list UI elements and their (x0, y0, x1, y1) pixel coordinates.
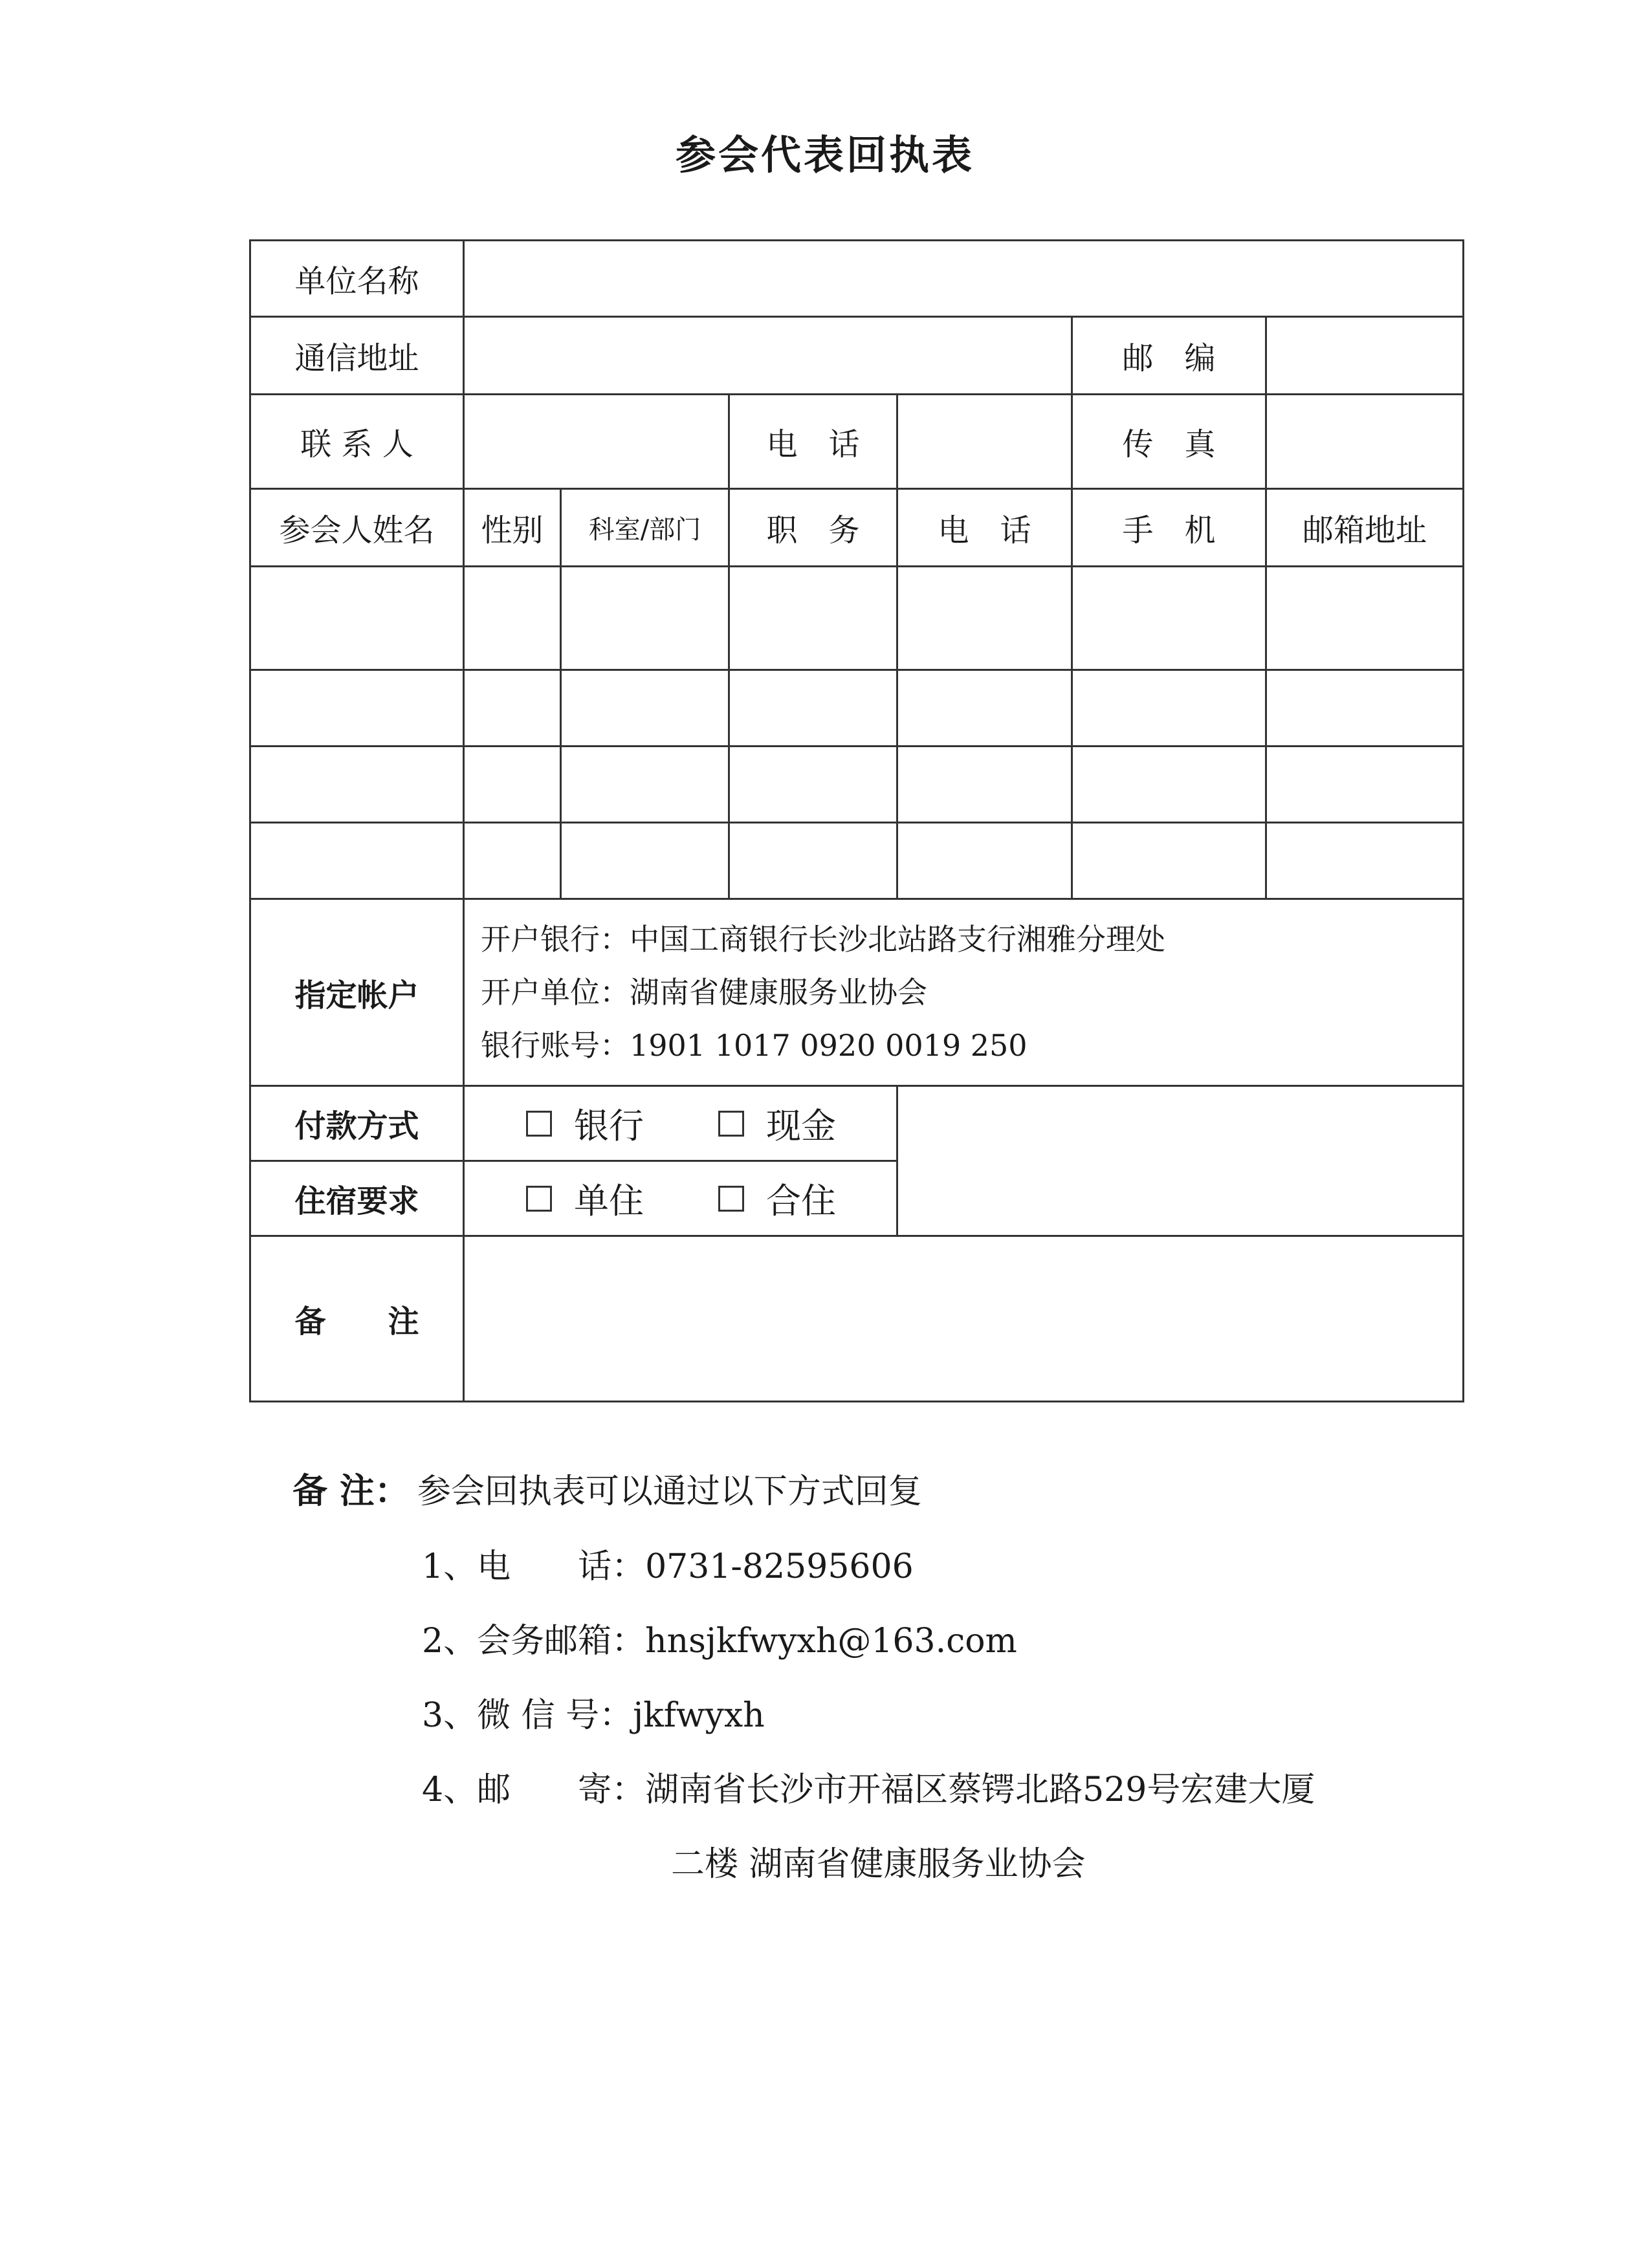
attendee-cell[interactable] (1072, 567, 1266, 670)
attendee-row (250, 747, 1464, 823)
registration-form-table (249, 239, 1464, 1402)
lodging-option-single[interactable]: 单住 (526, 1173, 644, 1223)
fax-label: 传 真 (1072, 395, 1266, 489)
remarks-label: 备 注 (250, 1236, 464, 1402)
attendee-cell[interactable] (729, 567, 897, 670)
attendee-cell[interactable] (464, 747, 561, 823)
attendee-cell[interactable] (464, 670, 561, 747)
contact-label: 联 系 人 (250, 395, 464, 489)
payment-option-bank[interactable]: 银行 (526, 1098, 644, 1148)
notes-intro: 参会回执表可以通过以下方式回复 (417, 1472, 922, 1511)
account-holder: 开户单位：湖南省健康服务业协会 (481, 975, 927, 1010)
lodging-option-shared[interactable]: 合住 (718, 1173, 836, 1223)
attendee-cell[interactable] (464, 567, 561, 670)
attendee-cell[interactable] (1072, 670, 1266, 747)
payment-options (464, 1086, 897, 1161)
notes-mail-address-continued: 二楼 湖南省健康服务业协会 (671, 1845, 1086, 1884)
attendee-cell[interactable] (250, 567, 464, 670)
column-header-email: 邮箱地址 (1266, 489, 1464, 567)
column-header-position: 职 务 (729, 489, 897, 567)
attendee-cell[interactable] (250, 823, 464, 899)
checkbox-icon[interactable] (718, 1111, 744, 1137)
attendee-cell[interactable] (729, 747, 897, 823)
attendee-cell[interactable] (250, 747, 464, 823)
attendee-cell[interactable] (897, 567, 1072, 670)
notes-label: 备 注： (292, 1470, 410, 1511)
attendee-cell[interactable] (729, 823, 897, 899)
checkbox-icon[interactable] (526, 1186, 552, 1212)
attendee-cell[interactable] (1072, 823, 1266, 899)
notes-wechat: 3、微 信 号：jkfwyxh (422, 1696, 765, 1735)
remarks-field[interactable] (464, 1236, 1464, 1402)
attendee-row (250, 567, 1464, 670)
account-number: 银行账号：1901 1017 0920 0019 250 (481, 1028, 1028, 1063)
attendee-cell[interactable] (1266, 823, 1464, 899)
payment-option-cash[interactable]: 现金 (718, 1098, 836, 1148)
phone-field[interactable] (897, 395, 1072, 489)
attendee-cell[interactable] (1266, 670, 1464, 747)
column-header-mobile: 手 机 (1072, 489, 1266, 567)
address-field[interactable] (464, 317, 1072, 395)
address-label: 通信地址 (250, 317, 464, 395)
org-name-field[interactable] (464, 241, 1464, 317)
column-header-department: 科室/部门 (561, 489, 729, 567)
account-label: 指定帐户 (250, 899, 464, 1086)
attendee-cell[interactable] (561, 670, 729, 747)
attendee-cell[interactable] (1266, 567, 1464, 670)
attendee-cell[interactable] (1072, 747, 1266, 823)
attendee-cell[interactable] (561, 823, 729, 899)
org-name-label: 单位名称 (250, 241, 464, 317)
account-bank: 开户银行：中国工商银行长沙北站路支行湘雅分理处 (481, 922, 1165, 957)
attendee-cell[interactable] (897, 747, 1072, 823)
checkbox-icon[interactable] (526, 1111, 552, 1137)
attendee-cell[interactable] (897, 823, 1072, 899)
lodging-options (464, 1161, 897, 1236)
attendee-cell[interactable] (250, 670, 464, 747)
attendee-cell[interactable] (464, 823, 561, 899)
options-blank-area[interactable] (897, 1086, 1464, 1236)
postcode-field[interactable] (1266, 317, 1464, 395)
attendee-row (250, 823, 1464, 899)
checkbox-icon[interactable] (718, 1186, 744, 1212)
contact-field[interactable] (464, 395, 729, 489)
notes-email: 2、会务邮箱：hnsjkfwyxh@163.com (422, 1622, 1017, 1661)
column-header-gender: 性别 (464, 489, 561, 567)
account-info (464, 899, 1464, 1086)
attendee-cell[interactable] (561, 567, 729, 670)
notes-mail-address: 4、邮 寄：湖南省长沙市开福区蔡锷北路529号宏建大厦 (422, 1771, 1315, 1809)
postcode-label: 邮 编 (1072, 317, 1266, 395)
attendee-cell[interactable] (561, 747, 729, 823)
column-header-name: 参会人姓名 (250, 489, 464, 567)
attendee-cell[interactable] (897, 670, 1072, 747)
attendee-cell[interactable] (1266, 747, 1464, 823)
fax-field[interactable] (1266, 395, 1464, 489)
attendee-cell[interactable] (729, 670, 897, 747)
lodging-label: 住宿要求 (250, 1161, 464, 1236)
column-header-phone: 电 话 (897, 489, 1072, 567)
phone-label: 电 话 (729, 395, 897, 489)
page-title: 参会代表回执表 (675, 131, 974, 179)
payment-label: 付款方式 (250, 1086, 464, 1161)
notes-section (292, 1463, 1315, 1885)
attendee-row (250, 670, 1464, 747)
notes-phone: 1、电 话：0731-82595606 (422, 1547, 914, 1586)
